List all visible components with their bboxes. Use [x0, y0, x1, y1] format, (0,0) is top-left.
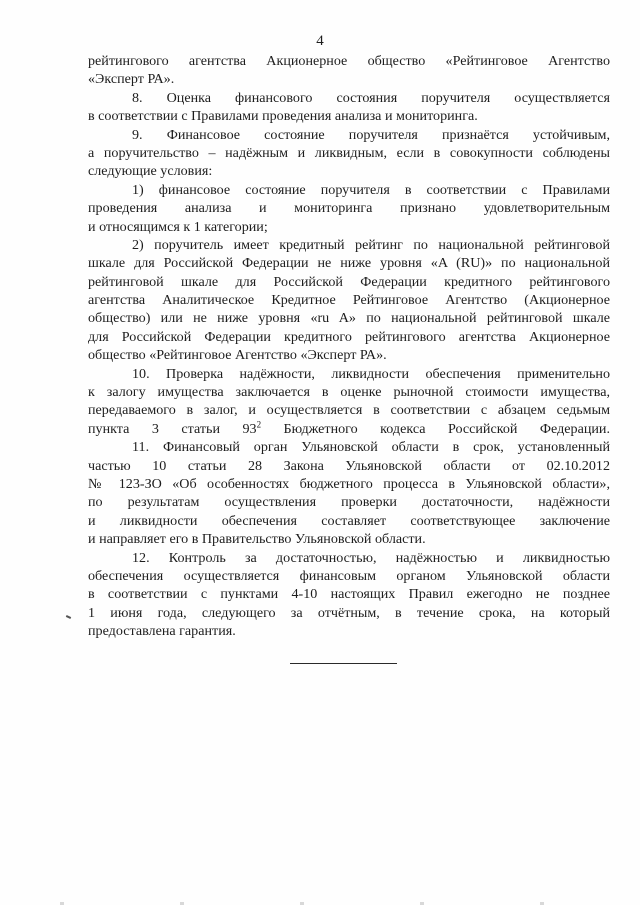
text-line: 11. Финансовый орган Ульяновской области в срок, установленный — [132, 439, 610, 456]
text-line: 12. Контроль за достаточностью, надёжностью и ликвидностью — [132, 549, 610, 566]
body-text — [88, 52, 610, 641]
scan-mark — [66, 615, 71, 619]
text-line: предоставлена гарантия. — [88, 623, 236, 640]
superscript: 2 — [256, 419, 262, 430]
text-line: общество «Рейтинговое Агентство «Эксперт РА». — [88, 347, 387, 364]
text-line: № 123-ЗО «Об особенностях бюджетного процесса в Ульяновской области», — [88, 475, 610, 492]
text-line: в соответствии с Правилами проведения анализа и мониторинга. — [88, 108, 478, 125]
text-line: частью 10 статьи 28 Закона Ульяновской области от 02.10.2012 — [88, 457, 610, 474]
text-line: обеспечения осуществляется финансовым органом Ульяновской области — [88, 567, 610, 584]
text-line: агентства Аналитическое Кредитное Рейтинговое Агентство (Акционерное — [88, 292, 610, 309]
text-line: 9. Финансовое состояние поручителя признаётся устойчивым, — [132, 126, 610, 143]
text-line: 1 июня года, следующего за отчётным, в течение срока, на который — [88, 604, 610, 621]
page-number: 4 — [316, 33, 324, 49]
text-line: «Эксперт РА». — [88, 71, 175, 88]
text-line: 10. Проверка надёжности, ликвидности обеспечения применительно — [132, 365, 610, 382]
text-line: в соответствии с пунктами 4-10 настоящих Правил ежегодно не позднее — [88, 586, 610, 603]
text-line: и ликвидности обеспечения составляет соответствующее заключение — [88, 512, 610, 529]
end-divider — [290, 663, 397, 664]
text-line: 1) финансовое состояние поручителя в соответствии с Правилами — [132, 181, 610, 198]
text-line — [88, 420, 610, 438]
text-line: по результатам осуществления проверки достаточности, надёжности — [88, 494, 610, 511]
text-line: передаваемого в залог, и осуществляется в соответствии с абзацем седьмым — [88, 402, 610, 419]
text-line: проведения анализа и мониторинга признано удовлетворительным — [88, 200, 610, 217]
text-line: и направляет его в Правительство Ульяновской области. — [88, 531, 426, 548]
text-line: для Российской Федерации кредитного рейтингового агентства Акционерное — [88, 328, 610, 345]
text-line: следующие условия: — [88, 163, 213, 180]
text-line: шкале для Российской Федерации не ниже уровня «A (RU)» по национальной — [88, 255, 610, 272]
text-line: 2) поручитель имеет кредитный рейтинг по национальной рейтинговой — [132, 236, 610, 253]
text-line: а поручительство – надёжным и ликвидным, если в совокупности соблюдены — [88, 144, 610, 161]
text-line: рейтингового агентства Акционерное общество «Рейтинговое Агентство — [88, 53, 610, 69]
text-line: общество) или не ниже уровня «ru A» по национальной рейтинговой шкале — [88, 310, 610, 327]
text-segment: пункта 3 статьи 93 — [88, 420, 257, 437]
text-line: рейтинговой шкале для Российской Федерации кредитного рейтингового — [88, 273, 610, 290]
text-line: и относящимся к 1 категории; — [88, 218, 268, 235]
text-line: к залогу имущества заключается в оценке рыночной стоимости имущества, — [88, 384, 610, 401]
text-segment: Бюджетного кодекса Российской Федерации. — [261, 420, 610, 437]
text-line: 8. Оценка финансового состояния поручителя осуществляется — [132, 89, 610, 106]
